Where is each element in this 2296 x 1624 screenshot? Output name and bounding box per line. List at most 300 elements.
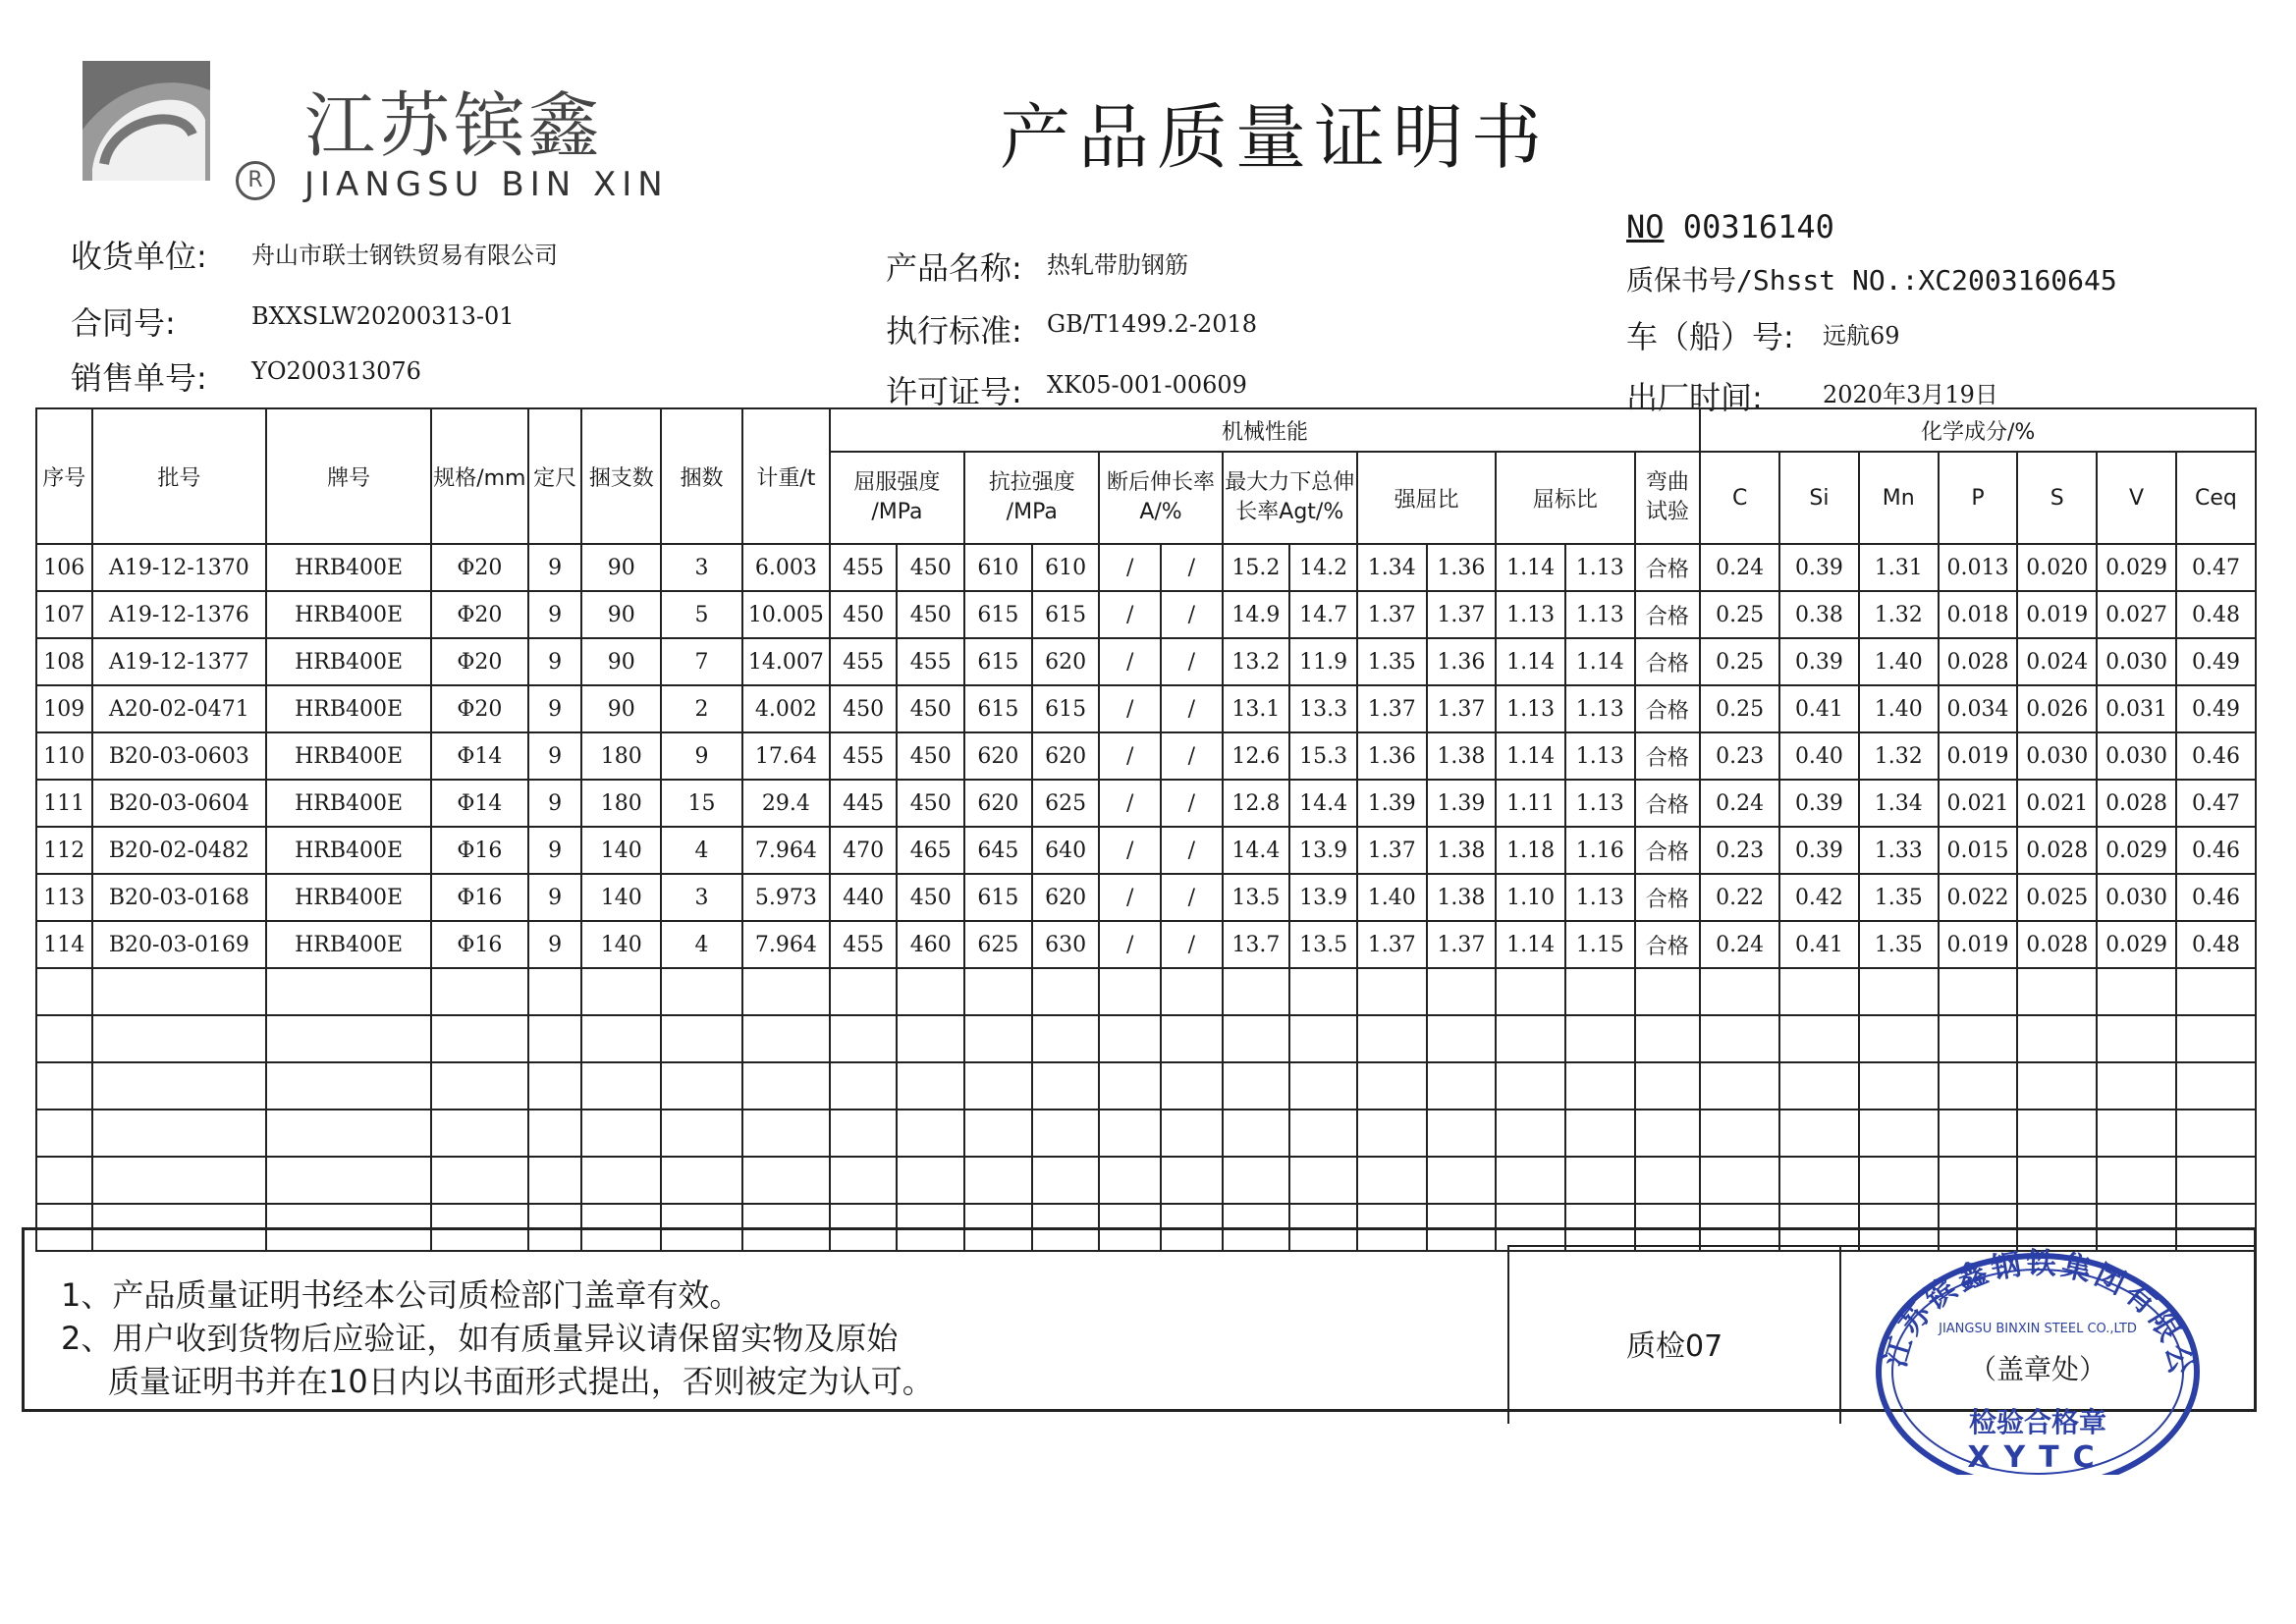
cell-len: 9 [528,591,582,638]
empty-cell [2017,1062,2097,1110]
cell-bundles: 7 [661,638,742,685]
cell-a2: 14.7 [1289,591,1357,638]
empty-cell [1099,1015,1161,1062]
cell-r2: 1.37 [1427,685,1497,732]
cell-seq: 110 [36,732,92,780]
empty-cell [266,1062,431,1110]
cell-len: 9 [528,921,582,968]
contract-label: 合同号: [71,304,176,342]
cell-pcs: 90 [581,591,661,638]
brand-name-cn: 江苏镔鑫 [304,84,604,167]
product-value: 热轧带肋钢筋 [1047,251,1188,279]
cell-a1: 14.9 [1223,591,1290,638]
date-value: 2020年3月19日 [1823,381,1998,408]
cell-si: 0.39 [1779,780,1859,827]
product-label: 产品名称: [886,249,1022,287]
cell-y2: 450 [897,685,964,732]
cell-t2: 630 [1032,921,1100,968]
cell-p: 0.013 [1939,544,2018,591]
empty-row [36,1110,2256,1157]
empty-cell [92,1062,267,1110]
empty-cell [581,1015,661,1062]
cell-e1: / [1099,921,1161,968]
license-value: XK05-001-00609 [1047,371,1247,399]
empty-cell [897,1110,964,1157]
cell-b1: 1.14 [1496,732,1565,780]
empty-cell [1427,1015,1497,1062]
empty-cell [897,1062,964,1110]
cell-seq: 113 [36,874,92,921]
cell-c: 0.25 [1700,638,1779,685]
cell-mn: 1.32 [1859,591,1939,638]
empty-cell [92,968,267,1015]
cell-p: 0.015 [1939,827,2018,874]
empty-cell [1357,1110,1427,1157]
empty-cell [1032,968,1100,1015]
empty-cell [897,968,964,1015]
stamp-placeholder: （盖章处） [1968,1353,2107,1385]
quality-table [35,407,2257,1252]
empty-cell [661,1015,742,1062]
cell-batch: B20-03-0604 [92,780,267,827]
empty-cell [1859,968,1939,1015]
cell-bundles: 3 [661,874,742,921]
empty-cell [964,968,1032,1015]
empty-cell [431,968,528,1015]
cell-e1: / [1099,544,1161,591]
cell-r2: 1.37 [1427,591,1497,638]
cell-t1: 620 [964,780,1032,827]
empty-cell [742,1062,830,1110]
table-row [36,874,2256,921]
cell-pcs: 180 [581,732,661,780]
cell-s: 0.021 [2017,780,2097,827]
empty-cell [1099,1157,1161,1204]
table-row [36,591,2256,638]
cell-grade: HRB400E [266,685,431,732]
cell-b1: 1.14 [1496,638,1565,685]
cell-ceq: 0.48 [2176,591,2256,638]
empty-cell [1635,1062,1701,1110]
empty-cell [2017,1110,2097,1157]
empty-cell [742,1110,830,1157]
empty-cell [1032,1015,1100,1062]
cell-r2: 1.36 [1427,544,1497,591]
empty-cell [1939,1015,2018,1062]
col-elongation: 断后伸长率 A/% [1099,452,1222,544]
cell-a1: 13.7 [1223,921,1290,968]
col-bend: 弯曲试验 [1635,452,1701,544]
license-label: 许可证号: [886,373,1022,410]
cell-v: 0.028 [2097,780,2176,827]
empty-cell [1357,1015,1427,1062]
cell-seq: 112 [36,827,92,874]
empty-cell [742,1015,830,1062]
empty-cell [1779,1157,1859,1204]
cell-s: 0.020 [2017,544,2097,591]
cell-v: 0.029 [2097,921,2176,968]
empty-cell [36,1062,92,1110]
empty-cell [964,1110,1032,1157]
empty-cell [266,1157,431,1204]
cell-weight: 29.4 [742,780,830,827]
empty-cell [1427,968,1497,1015]
cell-e1: / [1099,874,1161,921]
cell-b1: 1.14 [1496,921,1565,968]
sales-value: YO200313076 [251,357,421,385]
cell-b2: 1.13 [1565,591,1635,638]
cell-p: 0.018 [1939,591,2018,638]
empty-cell [1496,968,1565,1015]
empty-cell [1161,1157,1223,1204]
cell-bend: 合格 [1635,827,1701,874]
serial-number [1626,208,1834,245]
cell-seq: 109 [36,685,92,732]
empty-cell [528,1062,582,1110]
registered-mark: R [236,161,275,200]
empty-cell [1939,968,2018,1015]
cell-mn: 1.35 [1859,921,1939,968]
cell-pcs: 90 [581,544,661,591]
standard-value: GB/T1499.2-2018 [1047,310,1258,338]
empty-cell [1223,1110,1290,1157]
cell-b2: 1.16 [1565,827,1635,874]
cell-bend: 合格 [1635,732,1701,780]
cert-value: XC2003160645 [1918,264,2117,297]
cell-grade: HRB400E [266,591,431,638]
cell-spec: Φ14 [431,780,528,827]
empty-cell [1565,1110,1635,1157]
empty-cell [1496,1015,1565,1062]
empty-cell [2176,1110,2256,1157]
footer-note-1: 1、产品质量证明书经本公司质检部门盖章有效。 [61,1276,741,1314]
empty-cell [1779,1062,1859,1110]
empty-cell [661,1062,742,1110]
cell-b2: 1.13 [1565,685,1635,732]
empty-cell [2097,1062,2176,1110]
empty-cell [1635,968,1701,1015]
cell-len: 9 [528,685,582,732]
cell-r1: 1.37 [1357,591,1427,638]
empty-cell [431,1015,528,1062]
empty-cell [528,1110,582,1157]
empty-cell [2097,1015,2176,1062]
cell-grade: HRB400E [266,638,431,685]
serial-value: 00316140 [1682,208,1834,245]
empty-cell [1357,1062,1427,1110]
empty-cell [2176,1157,2256,1204]
group-chemical: 化学成分/% [1700,408,2256,452]
col-grade: 牌号 [266,408,431,544]
empty-cell [1700,1015,1779,1062]
standard-label: 执行标准: [886,312,1022,350]
cell-y2: 450 [897,591,964,638]
empty-cell [742,968,830,1015]
footer-note-3: 质量证明书并在10日内以书面形式提出，否则被定为认可。 [108,1363,934,1400]
cell-t2: 610 [1032,544,1100,591]
cell-a2: 15.3 [1289,732,1357,780]
empty-cell [661,1110,742,1157]
cell-si: 0.38 [1779,591,1859,638]
cell-y2: 450 [897,544,964,591]
cell-len: 9 [528,827,582,874]
col-mn: Mn [1859,452,1939,544]
cell-s: 0.024 [2017,638,2097,685]
empty-row [36,1157,2256,1204]
empty-row [36,1015,2256,1062]
cell-e1: / [1099,685,1161,732]
cell-t2: 620 [1032,874,1100,921]
empty-cell [830,1110,898,1157]
group-mechanical: 机械性能 [830,408,1700,452]
cell-pcs: 140 [581,874,661,921]
empty-cell [1635,1110,1701,1157]
empty-cell [36,1110,92,1157]
cell-len: 9 [528,544,582,591]
cell-e2: / [1161,685,1223,732]
sales-label: 销售单号: [71,359,207,397]
empty-cell [581,968,661,1015]
cell-r1: 1.40 [1357,874,1427,921]
cell-a1: 15.2 [1223,544,1290,591]
empty-cell [1779,968,1859,1015]
empty-cell [1939,1157,2018,1204]
inspection-stamp [1866,1239,2210,1475]
empty-cell [1099,968,1161,1015]
cell-t2: 615 [1032,591,1100,638]
cell-e2: / [1161,732,1223,780]
empty-cell [1859,1110,1939,1157]
cell-grade: HRB400E [266,780,431,827]
empty-cell [1289,968,1357,1015]
cell-ceq: 0.47 [2176,780,2256,827]
col-tensile: 抗拉强度 /MPa [964,452,1099,544]
cell-batch: A19-12-1370 [92,544,267,591]
cell-spec: Φ16 [431,827,528,874]
cell-e1: / [1099,638,1161,685]
empty-cell [742,1157,830,1204]
cell-bundles: 2 [661,685,742,732]
cell-weight: 7.964 [742,921,830,968]
cell-t1: 645 [964,827,1032,874]
cell-mn: 1.40 [1859,638,1939,685]
stamp-ring-text: 江苏镔鑫钢铁集团有限公 [1878,1246,2199,1381]
empty-cell [1161,1110,1223,1157]
empty-cell [1859,1157,1939,1204]
empty-cell [1099,1110,1161,1157]
cell-spec: Φ20 [431,638,528,685]
cell-e1: / [1099,780,1161,827]
cell-s: 0.025 [2017,874,2097,921]
empty-cell [1161,1015,1223,1062]
stamp-code: XYTC [1967,1440,2108,1475]
cell-y1: 455 [830,544,898,591]
cell-len: 9 [528,780,582,827]
empty-cell [581,1110,661,1157]
empty-cell [2017,1015,2097,1062]
empty-cell [92,1015,267,1062]
table-row [36,780,2256,827]
col-s: S [2017,452,2097,544]
cell-pcs: 180 [581,780,661,827]
cell-mn: 1.34 [1859,780,1939,827]
cell-p: 0.028 [1939,638,2018,685]
cell-p: 0.019 [1939,732,2018,780]
consignee-value: 舟山市联士钢铁贸易有限公司 [251,242,558,269]
empty-cell [528,968,582,1015]
empty-cell [92,1110,267,1157]
col-batch: 批号 [92,408,267,544]
cell-ceq: 0.47 [2176,544,2256,591]
empty-cell [1939,1062,2018,1110]
cell-bend: 合格 [1635,638,1701,685]
cell-p: 0.034 [1939,685,2018,732]
cell-ceq: 0.46 [2176,827,2256,874]
cell-seq: 108 [36,638,92,685]
empty-cell [964,1157,1032,1204]
empty-cell [1161,1062,1223,1110]
empty-cell [581,1157,661,1204]
empty-cell [1859,1062,1939,1110]
footer-divider [1839,1245,1841,1424]
cell-len: 9 [528,638,582,685]
cell-a2: 11.9 [1289,638,1357,685]
empty-cell [431,1157,528,1204]
cell-spec: Φ14 [431,732,528,780]
col-weight: 计重/t [742,408,830,544]
cell-e1: / [1099,732,1161,780]
empty-cell [1032,1110,1100,1157]
empty-cell [1161,968,1223,1015]
cell-pcs: 90 [581,685,661,732]
cell-v: 0.027 [2097,591,2176,638]
cell-bundles: 15 [661,780,742,827]
empty-cell [1700,1110,1779,1157]
empty-cell [2097,1110,2176,1157]
cell-b2: 1.13 [1565,874,1635,921]
empty-cell [1496,1157,1565,1204]
cell-e2: / [1161,544,1223,591]
footer-divider [1507,1245,1509,1424]
empty-cell [1099,1062,1161,1110]
col-p: P [1939,452,2018,544]
cell-bend: 合格 [1635,780,1701,827]
cell-s: 0.028 [2017,827,2097,874]
empty-cell [1859,1015,1939,1062]
empty-cell [36,1157,92,1204]
cell-a1: 13.2 [1223,638,1290,685]
empty-row [36,968,2256,1015]
empty-cell [1223,968,1290,1015]
empty-cell [1289,1110,1357,1157]
cell-si: 0.39 [1779,544,1859,591]
cell-ceq: 0.46 [2176,874,2256,921]
cell-s: 0.030 [2017,732,2097,780]
cell-mn: 1.40 [1859,685,1939,732]
cell-r2: 1.37 [1427,921,1497,968]
empty-cell [1223,1015,1290,1062]
cell-mn: 1.31 [1859,544,1939,591]
empty-cell [830,968,898,1015]
empty-cell [581,1062,661,1110]
col-length: 定尺 [528,408,582,544]
cell-a2: 13.9 [1289,874,1357,921]
empty-cell [1357,968,1427,1015]
cell-a2: 14.2 [1289,544,1357,591]
cell-t2: 615 [1032,685,1100,732]
cell-a1: 14.4 [1223,827,1290,874]
col-yield: 屈服强度 /MPa [830,452,964,544]
cell-weight: 5.973 [742,874,830,921]
table-row [36,921,2256,968]
cell-e2: / [1161,638,1223,685]
cell-pcs: 140 [581,921,661,968]
contract-value: BXXSLW20200313-01 [251,302,515,330]
empty-cell [36,968,92,1015]
cell-bundles: 4 [661,921,742,968]
cell-s: 0.026 [2017,685,2097,732]
col-spec: 规格/mm [431,408,528,544]
cell-r2: 1.38 [1427,874,1497,921]
cell-b2: 1.13 [1565,732,1635,780]
empty-row [36,1062,2256,1110]
company-logo [82,61,210,181]
cell-ceq: 0.49 [2176,638,2256,685]
table-row [36,685,2256,732]
cell-a1: 12.8 [1223,780,1290,827]
stamp-en-text: JIANGSU BINXIN STEEL CO.,LTD [1939,1322,2137,1336]
brand-name-en: JIANGSU BIN XIN [304,165,669,204]
cell-e1: / [1099,591,1161,638]
cell-v: 0.029 [2097,827,2176,874]
cell-r1: 1.39 [1357,780,1427,827]
cell-a2: 13.3 [1289,685,1357,732]
empty-cell [1779,1110,1859,1157]
cell-batch: B20-02-0482 [92,827,267,874]
cell-y2: 460 [897,921,964,968]
cell-r2: 1.36 [1427,638,1497,685]
cell-b1: 1.18 [1496,827,1565,874]
cell-y1: 455 [830,638,898,685]
cell-grade: HRB400E [266,827,431,874]
cell-si: 0.40 [1779,732,1859,780]
cell-t2: 640 [1032,827,1100,874]
cell-b1: 1.10 [1496,874,1565,921]
cell-y2: 450 [897,874,964,921]
cell-bend: 合格 [1635,921,1701,968]
cell-a2: 14.4 [1289,780,1357,827]
cell-grade: HRB400E [266,732,431,780]
cell-v: 0.030 [2097,732,2176,780]
cell-v: 0.031 [2097,685,2176,732]
cell-r1: 1.37 [1357,827,1427,874]
cell-a1: 13.5 [1223,874,1290,921]
empty-cell [897,1015,964,1062]
cell-b1: 1.13 [1496,685,1565,732]
empty-cell [1565,968,1635,1015]
cell-bend: 合格 [1635,544,1701,591]
cell-weight: 10.005 [742,591,830,638]
cell-mn: 1.33 [1859,827,1939,874]
cell-si: 0.39 [1779,638,1859,685]
cell-b1: 1.11 [1496,780,1565,827]
empty-cell [830,1062,898,1110]
cell-b2: 1.13 [1565,780,1635,827]
cell-t1: 620 [964,732,1032,780]
cell-s: 0.019 [2017,591,2097,638]
empty-cell [830,1157,898,1204]
cell-bend: 合格 [1635,685,1701,732]
